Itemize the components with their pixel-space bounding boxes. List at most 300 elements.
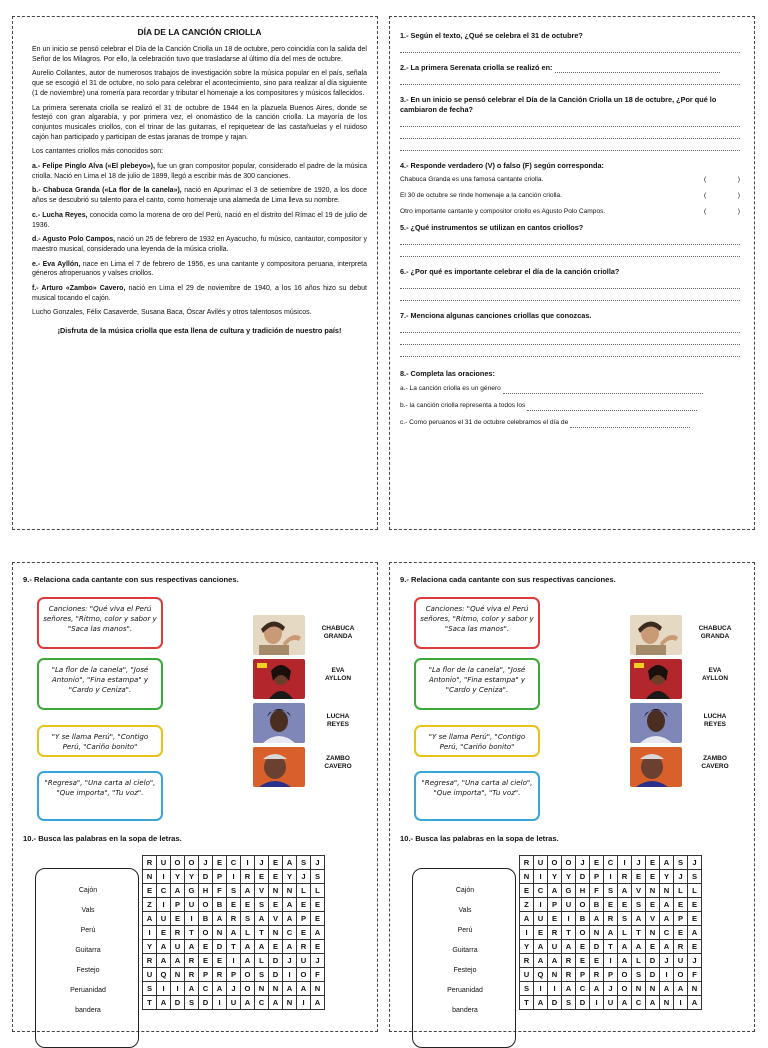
grid-cell[interactable]: Q xyxy=(534,968,548,982)
grid-cell[interactable]: Y xyxy=(660,870,674,884)
grid-cell[interactable]: A xyxy=(688,926,702,940)
grid-cell[interactable]: E xyxy=(632,870,646,884)
grid-cell[interactable]: D xyxy=(576,996,590,1010)
grid-cell[interactable]: U xyxy=(534,856,548,870)
grid-cell[interactable]: I xyxy=(185,912,199,926)
grid-cell[interactable]: I xyxy=(157,898,171,912)
grid-cell[interactable]: O xyxy=(171,856,185,870)
grid-cell[interactable]: I xyxy=(590,996,604,1010)
grid-cell[interactable]: A xyxy=(283,856,297,870)
grid-cell[interactable]: P xyxy=(171,898,185,912)
grid-cell[interactable]: A xyxy=(283,940,297,954)
grid-cell[interactable]: U xyxy=(562,898,576,912)
grid-cell[interactable]: E xyxy=(548,912,562,926)
grid-cell[interactable]: J xyxy=(255,856,269,870)
grid-cell[interactable]: L xyxy=(688,884,702,898)
grid-cell[interactable]: A xyxy=(269,996,283,1010)
grid-cell[interactable]: R xyxy=(604,912,618,926)
grid-cell[interactable]: L xyxy=(674,884,688,898)
grid-cell[interactable]: I xyxy=(241,856,255,870)
grid-cell[interactable]: T xyxy=(185,926,199,940)
grid-cell[interactable]: F xyxy=(688,968,702,982)
answer-line[interactable] xyxy=(400,127,740,139)
photo-zambo-cavero[interactable] xyxy=(253,747,305,787)
song-box-blue[interactable]: "Regresa", "Una carta al cielo", "Que importa", "Tu voz". xyxy=(414,771,540,821)
grid-cell[interactable]: R xyxy=(562,954,576,968)
grid-cell[interactable]: I xyxy=(548,982,562,996)
answer-line[interactable] xyxy=(400,277,740,289)
grid-cell[interactable]: U xyxy=(548,940,562,954)
grid-cell[interactable]: C xyxy=(157,884,171,898)
grid-cell[interactable]: A xyxy=(590,912,604,926)
grid-cell[interactable]: S xyxy=(632,968,646,982)
grid-cell[interactable]: E xyxy=(157,926,171,940)
grid-cell[interactable]: C xyxy=(632,996,646,1010)
grid-cell[interactable]: B xyxy=(590,898,604,912)
grid-cell[interactable]: Y xyxy=(548,870,562,884)
grid-cell[interactable]: S xyxy=(227,884,241,898)
grid-cell[interactable]: P xyxy=(213,870,227,884)
grid-cell[interactable]: R xyxy=(227,912,241,926)
grid-cell[interactable]: Y xyxy=(185,870,199,884)
grid-cell[interactable]: L xyxy=(255,954,269,968)
grid-cell[interactable]: Y xyxy=(171,870,185,884)
grid-cell[interactable]: E xyxy=(143,884,157,898)
grid-cell[interactable]: R xyxy=(520,856,534,870)
grid-cell[interactable]: J xyxy=(688,856,702,870)
grid-cell[interactable]: I xyxy=(213,996,227,1010)
grid-cell[interactable]: E xyxy=(646,940,660,954)
grid-cell[interactable]: C xyxy=(604,856,618,870)
grid-cell[interactable]: E xyxy=(213,954,227,968)
grid-cell[interactable]: I xyxy=(157,870,171,884)
grid-cell[interactable]: R xyxy=(213,968,227,982)
grid-cell[interactable]: L xyxy=(241,926,255,940)
grid-cell[interactable]: A xyxy=(534,940,548,954)
answer-line[interactable] xyxy=(400,41,740,53)
grid-cell[interactable]: N xyxy=(660,996,674,1010)
grid-cell[interactable]: N xyxy=(213,926,227,940)
grid-cell[interactable]: A xyxy=(255,912,269,926)
grid-cell[interactable]: A xyxy=(157,996,171,1010)
grid-cell[interactable]: P xyxy=(199,968,213,982)
grid-cell[interactable]: I xyxy=(227,954,241,968)
grid-cell[interactable]: A xyxy=(297,982,311,996)
grid-cell[interactable]: R xyxy=(241,870,255,884)
grid-cell[interactable]: B xyxy=(199,912,213,926)
song-box-red[interactable]: Canciones: "Qué viva el Perú señores, "Ritmo, color y sabor y "Saca las manos". xyxy=(37,597,163,649)
grid-cell[interactable]: S xyxy=(674,856,688,870)
grid-cell[interactable]: N xyxy=(646,982,660,996)
grid-cell[interactable]: N xyxy=(283,996,297,1010)
grid-cell[interactable]: E xyxy=(171,912,185,926)
grid-cell[interactable]: A xyxy=(548,884,562,898)
grid-cell[interactable]: N xyxy=(269,926,283,940)
grid-cell[interactable]: J xyxy=(311,856,325,870)
grid-cell[interactable]: N xyxy=(632,982,646,996)
grid-cell[interactable]: G xyxy=(562,884,576,898)
grid-cell[interactable]: J xyxy=(199,856,213,870)
grid-cell[interactable]: R xyxy=(143,954,157,968)
grid-cell[interactable]: O xyxy=(185,856,199,870)
photo-eva-ayllon[interactable] xyxy=(253,659,305,699)
grid-cell[interactable]: S xyxy=(632,898,646,912)
grid-cell[interactable]: R xyxy=(520,954,534,968)
grid-cell[interactable]: A xyxy=(241,940,255,954)
grid-cell[interactable]: T xyxy=(520,996,534,1010)
grid-cell[interactable]: I xyxy=(674,996,688,1010)
grid-cell[interactable]: E xyxy=(311,940,325,954)
grid-cell[interactable]: E xyxy=(590,856,604,870)
grid-cell[interactable]: D xyxy=(199,996,213,1010)
grid-cell[interactable]: E xyxy=(297,926,311,940)
grid-cell[interactable]: A xyxy=(255,940,269,954)
grid-cell[interactable]: A xyxy=(632,940,646,954)
grid-cell[interactable]: A xyxy=(283,912,297,926)
grid-cell[interactable]: T xyxy=(255,926,269,940)
grid-cell[interactable]: E xyxy=(269,856,283,870)
grid-cell[interactable]: P xyxy=(674,912,688,926)
answer-line[interactable] xyxy=(400,333,740,345)
grid-cell[interactable]: A xyxy=(674,982,688,996)
grid-cell[interactable]: L xyxy=(632,954,646,968)
grid-cell[interactable]: R xyxy=(674,940,688,954)
grid-cell[interactable]: E xyxy=(618,898,632,912)
grid-cell[interactable]: O xyxy=(576,898,590,912)
grid-cell[interactable]: P xyxy=(548,898,562,912)
grid-cell[interactable]: O xyxy=(297,968,311,982)
grid-cell[interactable]: D xyxy=(548,996,562,1010)
grid-cell[interactable]: N xyxy=(171,968,185,982)
grid-cell[interactable]: Z xyxy=(520,898,534,912)
grid-cell[interactable]: G xyxy=(185,884,199,898)
grid-cell[interactable]: S xyxy=(143,982,157,996)
grid-cell[interactable]: D xyxy=(590,940,604,954)
grid-cell[interactable]: A xyxy=(688,996,702,1010)
grid-cell[interactable]: E xyxy=(674,926,688,940)
grid-cell[interactable]: R xyxy=(618,870,632,884)
grid-cell[interactable]: O xyxy=(674,968,688,982)
grid-cell[interactable]: A xyxy=(618,940,632,954)
photo-lucha-reyes[interactable] xyxy=(253,703,305,743)
grid-cell[interactable]: A xyxy=(213,982,227,996)
grid-cell[interactable]: O xyxy=(199,926,213,940)
answer-line[interactable] xyxy=(400,345,740,357)
grid-cell[interactable]: N xyxy=(311,982,325,996)
grid-cell[interactable]: I xyxy=(297,996,311,1010)
grid-cell[interactable]: U xyxy=(674,954,688,968)
grid-cell[interactable]: E xyxy=(688,940,702,954)
grid-cell[interactable]: E xyxy=(255,870,269,884)
grid-cell[interactable]: A xyxy=(618,954,632,968)
grid-cell[interactable]: D xyxy=(576,870,590,884)
answer-line[interactable] xyxy=(400,289,740,301)
grid-cell[interactable]: R xyxy=(562,968,576,982)
song-box-red[interactable]: Canciones: "Qué viva el Perú señores, "Ritmo, color y sabor y "Saca las manos". xyxy=(414,597,540,649)
grid-cell[interactable]: C xyxy=(576,982,590,996)
grid-cell[interactable]: O xyxy=(576,926,590,940)
grid-cell[interactable]: E xyxy=(241,898,255,912)
grid-cell[interactable]: D xyxy=(646,968,660,982)
grid-cell[interactable]: S xyxy=(688,870,702,884)
grid-cell[interactable]: E xyxy=(269,940,283,954)
grid-cell[interactable]: S xyxy=(185,996,199,1010)
grid-cell[interactable]: I xyxy=(534,898,548,912)
grid-cell[interactable]: I xyxy=(604,870,618,884)
grid-cell[interactable]: U xyxy=(185,898,199,912)
grid-cell[interactable]: A xyxy=(520,912,534,926)
song-box-yellow[interactable]: "Y se llama Perú", "Contigo Perú, "Cariño bonito" xyxy=(414,725,540,757)
grid-cell[interactable]: A xyxy=(618,884,632,898)
grid-cell[interactable]: T xyxy=(143,996,157,1010)
grid-cell[interactable]: U xyxy=(171,940,185,954)
grid-cell[interactable]: Y xyxy=(520,940,534,954)
grid-cell[interactable]: I xyxy=(562,912,576,926)
answer-line[interactable] xyxy=(503,386,703,394)
tf-answer-slot[interactable]: ( ) xyxy=(704,208,740,215)
grid-cell[interactable]: E xyxy=(269,898,283,912)
grid-cell[interactable]: A xyxy=(241,996,255,1010)
grid-cell[interactable]: N xyxy=(646,884,660,898)
grid-cell[interactable]: A xyxy=(660,912,674,926)
song-box-green[interactable]: "La flor de la canela", "José Antonio", "Fina estampa" y "Cardo y Ceniza". xyxy=(37,658,163,710)
grid-cell[interactable]: T xyxy=(604,940,618,954)
grid-cell[interactable]: R xyxy=(548,926,562,940)
grid-cell[interactable]: C xyxy=(283,926,297,940)
grid-cell[interactable]: S xyxy=(255,968,269,982)
grid-cell[interactable]: R xyxy=(590,968,604,982)
answer-line[interactable] xyxy=(527,403,697,411)
photo-eva-ayllon[interactable] xyxy=(630,659,682,699)
grid-cell[interactable]: E xyxy=(576,940,590,954)
grid-cell[interactable]: U xyxy=(143,968,157,982)
answer-line[interactable] xyxy=(570,420,690,428)
grid-cell[interactable]: E xyxy=(688,898,702,912)
grid-cell[interactable]: I xyxy=(660,968,674,982)
tf-answer-slot[interactable]: ( ) xyxy=(704,176,740,183)
grid-cell[interactable]: E xyxy=(297,898,311,912)
grid-cell[interactable]: I xyxy=(604,954,618,968)
grid-cell[interactable]: L xyxy=(618,926,632,940)
grid-cell[interactable]: U xyxy=(520,968,534,982)
grid-cell[interactable]: A xyxy=(632,912,646,926)
grid-cell[interactable]: Z xyxy=(143,898,157,912)
grid-cell[interactable]: A xyxy=(604,926,618,940)
grid-cell[interactable]: O xyxy=(548,856,562,870)
grid-cell[interactable]: V xyxy=(646,912,660,926)
grid-cell[interactable]: Y xyxy=(283,870,297,884)
song-box-yellow[interactable]: "Y se llama Perú", "Contigo Perú, "Cariño bonito" xyxy=(37,725,163,757)
grid-cell[interactable]: J xyxy=(283,954,297,968)
answer-line[interactable] xyxy=(400,73,740,85)
grid-cell[interactable]: S xyxy=(255,898,269,912)
grid-cell[interactable]: A xyxy=(171,884,185,898)
grid-cell[interactable]: U xyxy=(227,996,241,1010)
grid-cell[interactable]: Y xyxy=(562,870,576,884)
grid-cell[interactable]: L xyxy=(311,884,325,898)
grid-cell[interactable]: J xyxy=(632,856,646,870)
grid-cell[interactable]: N xyxy=(646,926,660,940)
grid-cell[interactable]: E xyxy=(311,898,325,912)
answer-line[interactable] xyxy=(555,65,720,73)
grid-cell[interactable]: N xyxy=(269,884,283,898)
grid-cell[interactable]: R xyxy=(297,940,311,954)
grid-cell[interactable]: A xyxy=(157,940,171,954)
grid-cell[interactable]: Q xyxy=(157,968,171,982)
grid-cell[interactable]: A xyxy=(143,912,157,926)
answer-line[interactable] xyxy=(400,321,740,333)
grid-cell[interactable]: A xyxy=(534,954,548,968)
grid-cell[interactable]: D xyxy=(646,954,660,968)
grid-cell[interactable]: V xyxy=(632,884,646,898)
grid-cell[interactable]: B xyxy=(576,912,590,926)
grid-cell[interactable]: I xyxy=(534,870,548,884)
grid-cell[interactable]: S xyxy=(520,982,534,996)
grid-cell[interactable]: E xyxy=(311,912,325,926)
answer-line[interactable] xyxy=(400,233,740,245)
grid-cell[interactable]: U xyxy=(157,912,171,926)
grid-cell[interactable]: J xyxy=(311,954,325,968)
grid-cell[interactable]: A xyxy=(157,954,171,968)
grid-cell[interactable]: C xyxy=(660,926,674,940)
grid-cell[interactable]: S xyxy=(604,884,618,898)
grid-cell[interactable]: E xyxy=(646,856,660,870)
grid-cell[interactable]: E xyxy=(646,898,660,912)
grid-cell[interactable]: A xyxy=(618,996,632,1010)
grid-cell[interactable]: S xyxy=(311,870,325,884)
grid-cell[interactable]: A xyxy=(311,996,325,1010)
photo-chabuca-granda[interactable] xyxy=(253,615,305,655)
song-box-blue[interactable]: "Regresa", "Una carta al cielo", "Que importa", "Tu voz". xyxy=(37,771,163,821)
grid-cell[interactable]: C xyxy=(227,856,241,870)
grid-cell[interactable]: E xyxy=(213,856,227,870)
grid-cell[interactable]: E xyxy=(576,954,590,968)
grid-cell[interactable]: N xyxy=(143,870,157,884)
grid-cell[interactable]: U xyxy=(157,856,171,870)
grid-cell[interactable]: A xyxy=(590,982,604,996)
grid-cell[interactable]: A xyxy=(227,926,241,940)
grid-cell[interactable]: O xyxy=(241,968,255,982)
grid-cell[interactable]: J xyxy=(688,954,702,968)
grid-cell[interactable]: E xyxy=(590,954,604,968)
grid-cell[interactable]: I xyxy=(171,982,185,996)
grid-cell[interactable]: H xyxy=(576,884,590,898)
grid-cell[interactable]: J xyxy=(604,982,618,996)
grid-cell[interactable]: H xyxy=(199,884,213,898)
grid-cell[interactable]: C xyxy=(255,996,269,1010)
grid-cell[interactable]: C xyxy=(199,982,213,996)
grid-cell[interactable]: A xyxy=(534,996,548,1010)
grid-cell[interactable]: I xyxy=(618,856,632,870)
grid-cell[interactable]: T xyxy=(632,926,646,940)
grid-cell[interactable]: J xyxy=(227,982,241,996)
grid-cell[interactable]: N xyxy=(548,968,562,982)
grid-cell[interactable]: E xyxy=(604,898,618,912)
grid-cell[interactable]: A xyxy=(311,926,325,940)
grid-cell[interactable]: P xyxy=(576,968,590,982)
grid-cell[interactable]: I xyxy=(534,982,548,996)
grid-cell[interactable]: T xyxy=(227,940,241,954)
tf-answer-slot[interactable]: ( ) xyxy=(704,192,740,199)
grid-cell[interactable]: D xyxy=(171,996,185,1010)
grid-cell[interactable]: D xyxy=(199,870,213,884)
grid-cell[interactable]: N xyxy=(255,982,269,996)
answer-line[interactable] xyxy=(400,115,740,127)
grid-cell[interactable]: P xyxy=(227,968,241,982)
grid-cell[interactable]: E xyxy=(688,912,702,926)
grid-cell[interactable]: I xyxy=(157,982,171,996)
grid-cell[interactable]: J xyxy=(660,954,674,968)
grid-cell[interactable]: E xyxy=(227,898,241,912)
grid-cell[interactable]: E xyxy=(199,954,213,968)
grid-cell[interactable]: Y xyxy=(143,940,157,954)
grid-cell[interactable]: P xyxy=(604,968,618,982)
grid-cell[interactable]: A xyxy=(241,884,255,898)
grid-cell[interactable]: A xyxy=(283,898,297,912)
grid-cell[interactable]: V xyxy=(255,884,269,898)
grid-cell[interactable]: B xyxy=(213,898,227,912)
grid-cell[interactable]: A xyxy=(213,912,227,926)
grid-cell[interactable]: J xyxy=(674,870,688,884)
photo-zambo-cavero[interactable] xyxy=(630,747,682,787)
grid-cell[interactable]: P xyxy=(297,912,311,926)
grid-cell[interactable]: E xyxy=(646,870,660,884)
grid-cell[interactable]: O xyxy=(562,856,576,870)
grid-cell[interactable]: A xyxy=(185,982,199,996)
grid-cell[interactable]: J xyxy=(297,870,311,884)
grid-cell[interactable]: S xyxy=(297,856,311,870)
grid-cell[interactable]: A xyxy=(171,954,185,968)
grid-cell[interactable]: N xyxy=(283,884,297,898)
grid-cell[interactable]: R xyxy=(143,856,157,870)
grid-cell[interactable]: T xyxy=(562,926,576,940)
grid-cell[interactable]: R xyxy=(171,926,185,940)
grid-cell[interactable]: R xyxy=(185,968,199,982)
grid-cell[interactable]: F xyxy=(213,884,227,898)
grid-cell[interactable]: L xyxy=(297,884,311,898)
grid-cell[interactable]: S xyxy=(241,912,255,926)
grid-cell[interactable]: A xyxy=(548,954,562,968)
grid-cell[interactable]: O xyxy=(618,968,632,982)
grid-cell[interactable]: D xyxy=(269,954,283,968)
grid-cell[interactable]: I xyxy=(227,870,241,884)
grid-cell[interactable]: O xyxy=(618,982,632,996)
grid-cell[interactable]: D xyxy=(213,940,227,954)
answer-line[interactable] xyxy=(400,139,740,151)
grid-cell[interactable]: I xyxy=(143,926,157,940)
grid-cell[interactable]: U xyxy=(534,912,548,926)
photo-chabuca-granda[interactable] xyxy=(630,615,682,655)
song-box-green[interactable]: "La flor de la canela", "José Antonio", "Fina estampa" y "Cardo y Ceniza". xyxy=(414,658,540,710)
grid-cell[interactable]: E xyxy=(674,898,688,912)
grid-cell[interactable]: E xyxy=(199,940,213,954)
grid-cell[interactable]: N xyxy=(520,870,534,884)
grid-cell[interactable]: I xyxy=(520,926,534,940)
grid-cell[interactable]: N xyxy=(269,982,283,996)
grid-cell[interactable]: F xyxy=(311,968,325,982)
grid-cell[interactable]: S xyxy=(618,912,632,926)
grid-cell[interactable]: D xyxy=(269,968,283,982)
grid-cell[interactable]: R xyxy=(185,954,199,968)
grid-cell[interactable]: A xyxy=(562,940,576,954)
answer-line[interactable] xyxy=(400,245,740,257)
grid-cell[interactable]: U xyxy=(604,996,618,1010)
grid-cell[interactable]: N xyxy=(590,926,604,940)
grid-cell[interactable]: N xyxy=(688,982,702,996)
grid-cell[interactable]: N xyxy=(660,884,674,898)
grid-cell[interactable]: E xyxy=(269,870,283,884)
grid-cell[interactable]: A xyxy=(646,996,660,1010)
